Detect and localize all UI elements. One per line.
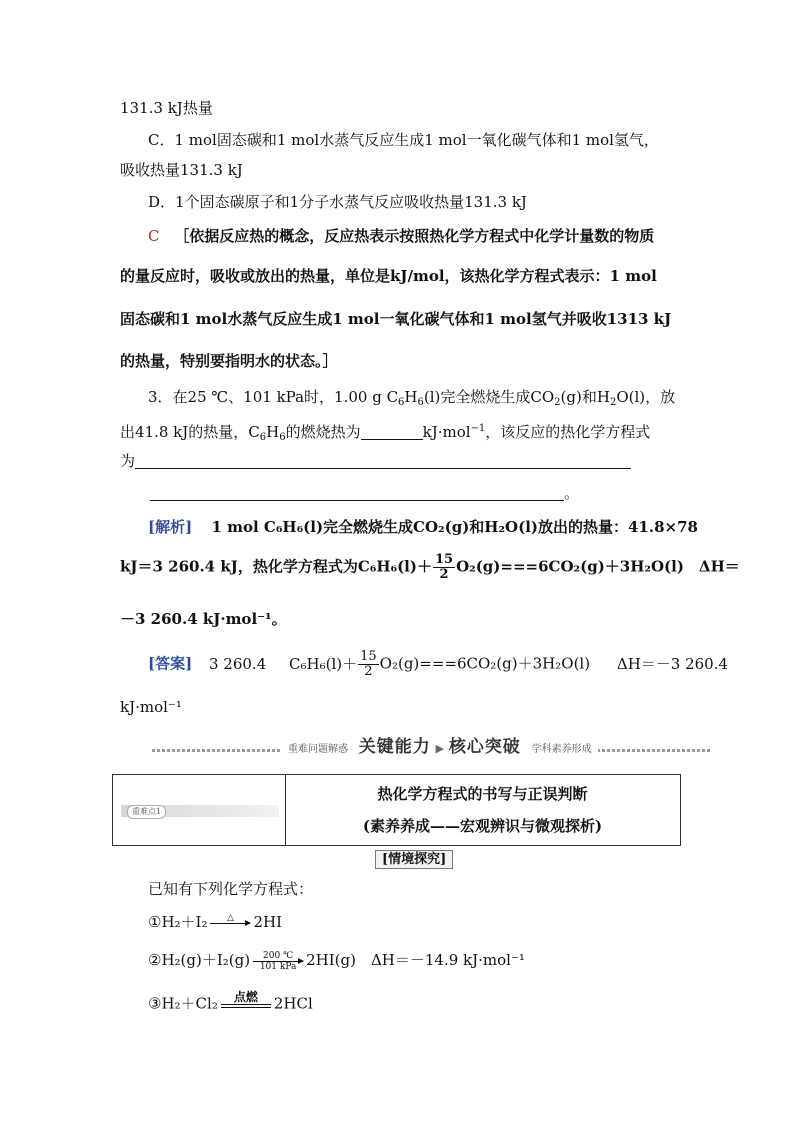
equation-3: ③H₂＋Cl₂ 点燃 2HCl (148, 990, 313, 1013)
section-banner: 重难问题解惑 关键能力 ▶ 核心突破 学科素养形成 (152, 732, 712, 756)
section-tag: [情境探究] (375, 850, 453, 869)
answer-blank-equation-1[interactable] (135, 453, 631, 469)
q3-line1: 3．在25 ℃、101 kPa时，1.00 g $C_6H_6(l)$完全燃烧生成$CO_2(g)$和$H_2O(l)$，放 (148, 388, 676, 408)
answer3-tag: [答案] (148, 654, 193, 673)
q3-line3: 为 (120, 451, 631, 471)
topic-table (112, 774, 681, 846)
analysis-line3: －3 260.4 kJ·mol⁻¹。 (120, 610, 287, 628)
option-c-line1: C．1 mol固态碳和1 mol水蒸气反应生成1 mol一氧化碳气体和1 mol氢气， (148, 131, 659, 149)
answer3-line1: [答案] 3 260.4 C₆H₆(l)＋ $\frac{15}{2}$ O₂(g)===6CO₂(g)＋3H₂O(l) ΔH＝－3 260.4 (148, 649, 729, 679)
answer2-line2: 的量反应时，吸收或放出的热量，单位是kJ/mol，该热化学方程式表示：1 mol (120, 267, 657, 285)
option-d: D．1个固态碳原子和1分子水蒸气反应吸收热量131.3 kJ (148, 193, 527, 211)
answer2-text1: ［依据反应热的概念，反应热表示按照热化学方程式中化学计量数的物质 (174, 227, 655, 245)
answer-blank-equation-2[interactable] (150, 485, 564, 501)
intro-text: 已知有下列化学方程式： (148, 880, 314, 898)
answer3-line2: kJ·mol⁻¹ (120, 698, 182, 716)
q3-line2: 出41.8 kJ的热量，$C_6H_6$的燃烧热为 kJ·mol$^{-1}$，该反应的热化学方程式 (120, 423, 651, 443)
analysis-line1: [解析] 1 mol C₆H₆(l)完全燃烧生成CO₂(g)和H₂O(l)放出的热量：41.8×78 (148, 518, 698, 536)
topic-title: 热化学方程式的书写与正误判断 (377, 785, 588, 803)
analysis-line2: kJ＝3 260.4 kJ，热化学方程式为C₆H₆(l)＋ $\frac{15}{2}$ O₂(g)===6CO₂(g)＋3H₂O(l) ΔH＝ (120, 552, 740, 582)
answer2-line4: 的热量，特别要指明水的状态。］ (120, 352, 338, 370)
answer2-line1 (148, 226, 654, 246)
analysis-tag: [解析] (148, 518, 193, 536)
option-c-line2: 吸收热量131.3 kJ (120, 161, 243, 179)
topic-badge: 重难点1 (121, 805, 279, 817)
q3-line4: 。 (150, 483, 579, 503)
equation-2: ②H₂(g)＋I₂(g) 200 ℃ 101 kPa 2HI(g) ΔH＝－14.9 kJ·mol⁻¹ (148, 950, 525, 972)
top-line: 131.3 kJ热量 (120, 99, 213, 117)
answer-blank-heat[interactable] (361, 424, 423, 440)
answer2-line3: 固态碳和1 mol水蒸气反应生成1 mol一氧化碳气体和1 mol氢气并吸收1313 kJ (120, 310, 672, 328)
equation-1: ①H₂＋I₂ △ 2HI (148, 912, 283, 931)
answer2-letter: C (148, 227, 160, 245)
topic-subtitle: (素养养成——宏观辨识与微观探析) (362, 817, 603, 835)
